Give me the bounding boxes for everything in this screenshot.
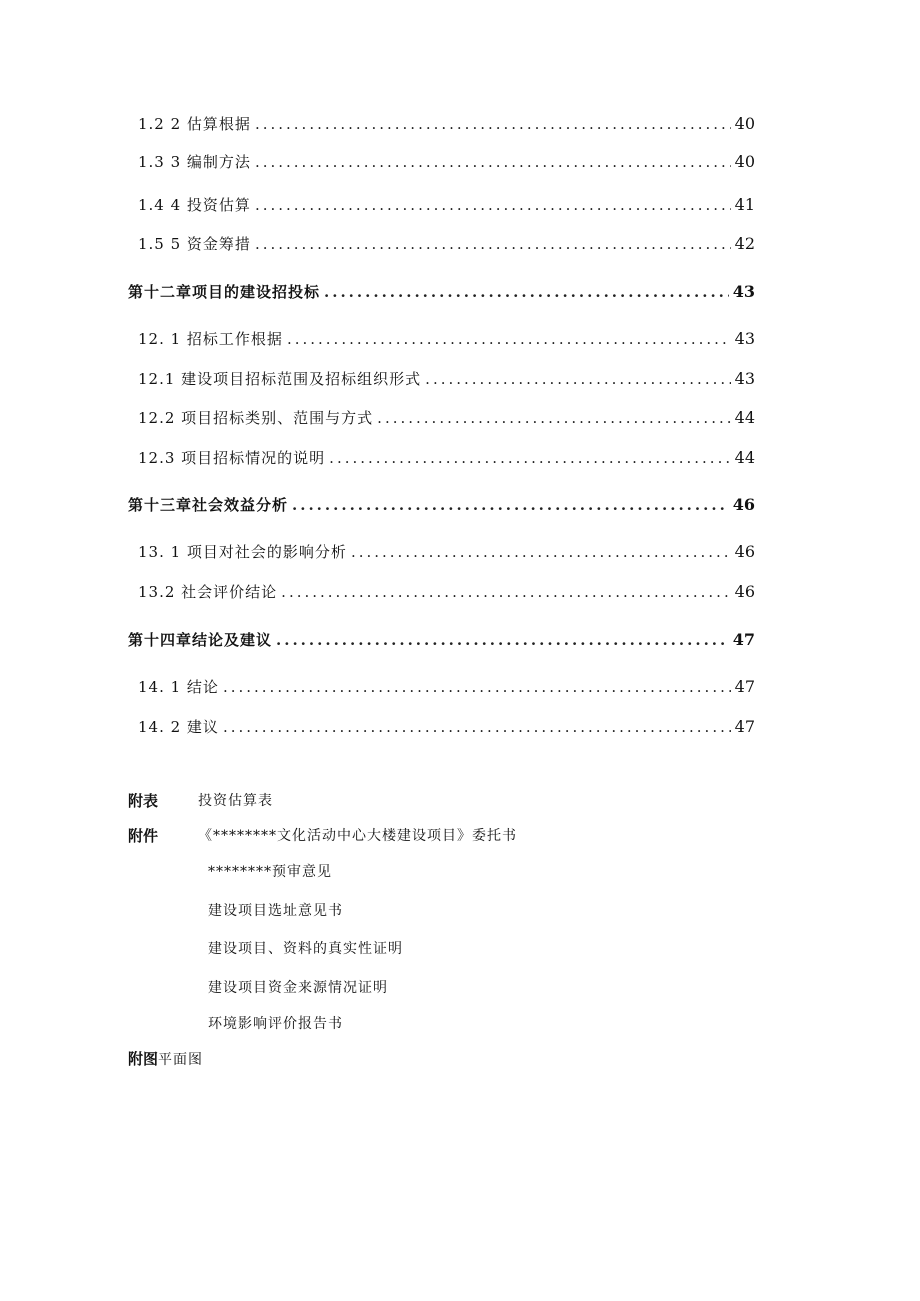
toc-entry-label: 13. 1 项目对社会的影响分析	[138, 543, 347, 561]
attachment-item[interactable]: 环境影响评价报告书	[208, 1016, 343, 1032]
toc-entry[interactable]	[138, 369, 755, 389]
toc-entry-label: 12.2 项目招标类别、范围与方式	[138, 409, 374, 427]
attachment-item[interactable]: 建设项目资金来源情况证明	[208, 980, 388, 996]
toc-entry-page: 40	[734, 152, 755, 171]
toc-leader-dots	[324, 282, 729, 302]
toc-entry[interactable]	[138, 582, 755, 602]
attachment-item[interactable]: 建设项目、资料的真实性证明	[208, 941, 403, 957]
appendix-attachment-label: 附件	[128, 827, 159, 845]
toc-entry[interactable]	[138, 717, 755, 737]
toc-entry-page: 42	[734, 234, 755, 253]
toc-entry[interactable]	[138, 677, 755, 697]
toc-leader-dots	[255, 195, 731, 215]
toc-chapter-entry[interactable]	[128, 630, 755, 650]
toc-leader-dots	[377, 408, 730, 428]
appendix-figure-label: 附图	[128, 1050, 159, 1068]
toc-entry-page: 43	[734, 369, 755, 388]
toc-chapter-page: 43	[732, 282, 755, 301]
toc-chapter-page: 47	[732, 630, 755, 649]
toc-leader-dots	[223, 677, 731, 697]
toc-entry-page: 44	[734, 408, 755, 427]
toc-entry-label: 1.2 2 估算根据	[138, 115, 251, 133]
appendix-figure-line	[128, 1049, 203, 1070]
toc-entry[interactable]	[138, 408, 755, 428]
toc-leader-dots	[255, 114, 731, 134]
toc-entry[interactable]	[138, 448, 755, 468]
toc-entry-label: 1.4 4 投资估算	[138, 196, 251, 214]
toc-entry-page: 47	[734, 677, 755, 696]
toc-entry-page: 46	[734, 582, 755, 601]
toc-leader-dots	[255, 234, 731, 254]
toc-chapter-label: 第十二章项目的建设招投标	[128, 283, 321, 301]
toc-entry[interactable]	[138, 542, 755, 562]
toc-entry-label: 12.3 项目招标情况的说明	[138, 449, 326, 467]
toc-entry-label: 12.1 建设项目招标范围及招标组织形式	[138, 370, 422, 388]
toc-chapter-entry[interactable]	[128, 282, 755, 302]
toc-entry-page: 43	[734, 329, 755, 348]
toc-entry[interactable]	[138, 234, 755, 254]
toc-leader-dots	[255, 152, 731, 172]
attachment-item[interactable]: 《********文化活动中心大楼建设项目》委托书	[198, 828, 517, 844]
toc-entry-page: 47	[734, 717, 755, 736]
toc-leader-dots	[292, 495, 729, 515]
toc-entry-page: 46	[734, 542, 755, 561]
appendix-table-label: 附表	[128, 792, 159, 810]
toc-leader-dots	[276, 630, 729, 650]
toc-entry-page: 41	[734, 195, 755, 214]
toc-chapter-page: 46	[732, 495, 755, 514]
toc-chapter-label: 第十三章社会效益分析	[128, 496, 289, 514]
toc-leader-dots	[425, 369, 730, 389]
toc-leader-dots	[287, 329, 731, 349]
toc-leader-dots	[281, 582, 730, 602]
attachment-item[interactable]: 建设项目选址意见书	[208, 903, 343, 919]
toc-leader-dots	[351, 542, 731, 562]
attachment-item[interactable]: ********预审意见	[208, 864, 332, 880]
appendix-figure-item[interactable]: 平面图	[158, 1052, 204, 1068]
toc-entry-label: 14. 1 结论	[138, 678, 219, 696]
toc-leader-dots	[223, 717, 731, 737]
toc-entry-label: 1.5 5 资金筹措	[138, 235, 251, 253]
toc-entry[interactable]	[138, 152, 755, 172]
toc-entry-label: 13.2 社会评价结论	[138, 583, 278, 601]
toc-entry-page: 44	[734, 448, 755, 467]
toc-entry-label: 1.3 3 编制方法	[138, 153, 251, 171]
toc-chapter-label: 第十四章结论及建议	[128, 631, 273, 649]
toc-leader-dots	[329, 448, 730, 468]
toc-entry[interactable]	[138, 329, 755, 349]
toc-entry[interactable]	[138, 114, 755, 134]
toc-chapter-entry[interactable]	[128, 495, 755, 515]
toc-entry-page: 40	[734, 114, 755, 133]
toc-entry-label: 12. 1 招标工作根据	[138, 330, 283, 348]
toc-entry[interactable]	[138, 195, 755, 215]
appendix-table-item[interactable]: 投资估算表	[198, 793, 273, 809]
toc-entry-label: 14. 2 建议	[138, 718, 219, 736]
